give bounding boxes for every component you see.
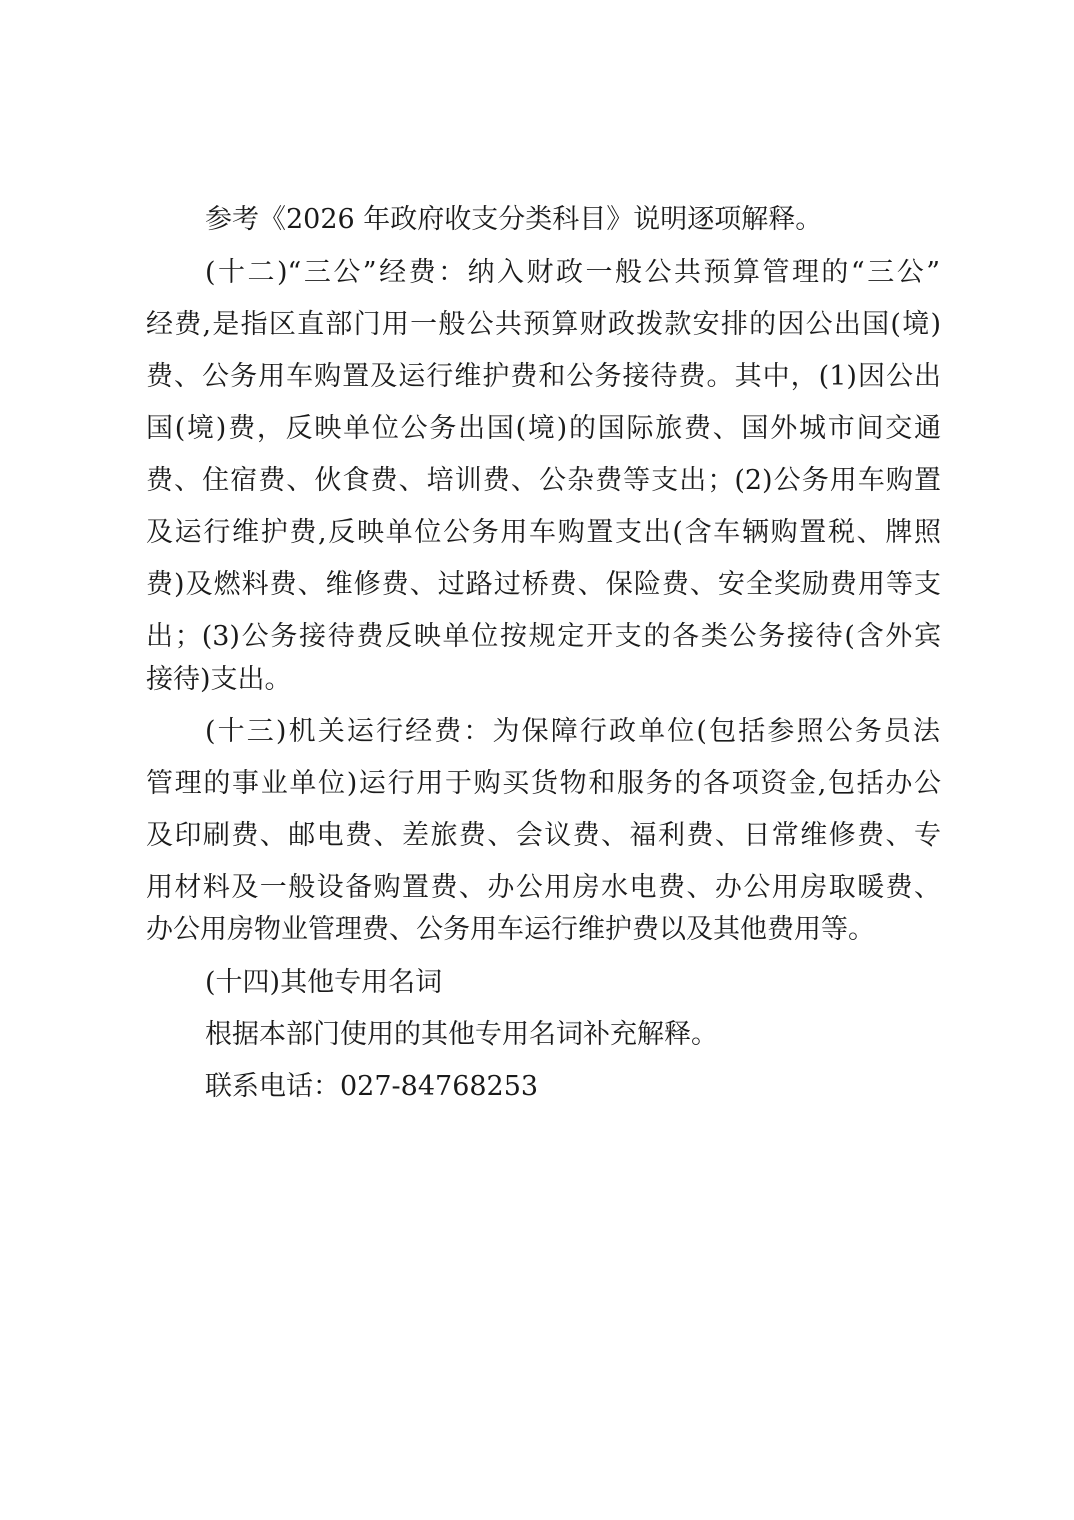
para-sangong-line-3: 费、公务用车购置及运行维护费和公务接待费。其中，(1)因公出 [146,361,941,392]
para-jiguan-line-4: 用材料及一般设备购置费、办公用房水电费、办公用房取暖费、 [146,872,941,903]
para-jiguan-line-1: (十三)机关运行经费：为保障行政单位(包括参照公务员法 [205,716,940,747]
para-sangong-line-6: 及运行维护费,反映单位公务用车购置支出(含车辆购置税、牌照 [146,517,941,548]
para-sangong-line-1: (十二)“三公”经费：纳入财政一般公共预算管理的“三公” [205,257,940,288]
para-jiguan-line-3: 及印刷费、邮电费、差旅费、会议费、福利费、日常维修费、专 [146,820,941,851]
para-sangong-line-7: 费)及燃料费、维修费、过路过桥费、保险费、安全奖励费用等支 [146,569,941,600]
para-sangong-line-5: 费、住宿费、伙食费、培训费、公杂费等支出；(2)公务用车购置 [146,465,941,496]
para-jiguan-line-5: 办公用房物业管理费、公务用车运行维护费以及其他费用等。 [146,914,875,945]
para-sangong-line-9: 接待)支出。 [146,664,292,695]
para-sangong-line-4: 国(境)费，反映单位公务出国(境)的国际旅费、国外城市间交通 [146,413,941,444]
para-intro-line-1: 参考《2026 年政府收支分类科目》说明逐项解释。 [205,204,823,235]
section-other-terms-heading: (十四)其他专用名词 [205,967,443,998]
para-jiguan-line-2: 管理的事业单位)运行用于购买货物和服务的各项资金,包括办公 [146,768,941,799]
para-sangong-line-8: 出；(3)公务接待费反映单位按规定开支的各类公务接待(含外宾 [146,621,941,652]
para-other-terms: 根据本部门使用的其他专用名词补充解释。 [205,1019,718,1050]
contact-phone: 联系电话：027-84768253 [205,1071,539,1102]
para-sangong-line-2: 经费,是指区直部门用一般公共预算财政拨款安排的因公出国(境) [146,309,941,340]
